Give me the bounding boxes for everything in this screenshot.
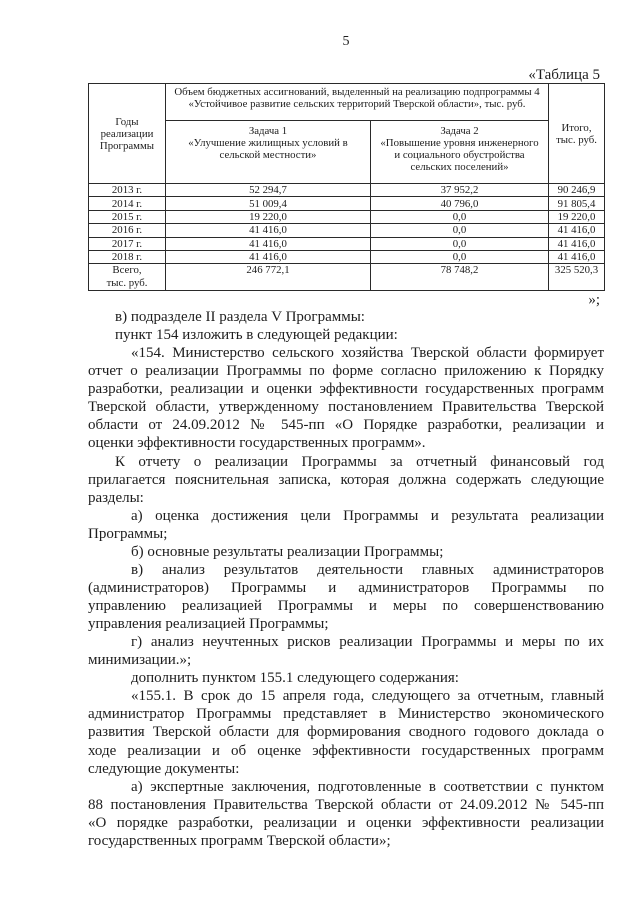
text-line: разделы:: [88, 489, 144, 506]
text-line: Тверской области, утвержденному постановлением Правительства Тверской: [88, 399, 604, 416]
task2-header-line: «Повышение уровня инженерного: [380, 137, 539, 149]
text-line: минимизации.»;: [88, 652, 192, 669]
year-cell: 2015 г.: [89, 210, 166, 223]
task1-header-line: Задача 1: [248, 125, 288, 137]
text-line: ходе реализации и об оценке эффективности государственных программ: [88, 742, 604, 759]
budget-header-cell: [166, 84, 549, 121]
table-row: [89, 237, 605, 250]
table-row: [89, 197, 605, 210]
table-row: [89, 184, 605, 197]
table-closing-quote: »;: [588, 292, 600, 308]
paragraph: [88, 778, 604, 850]
task1-header-line: «Улучшение жилищных условий в: [188, 137, 348, 149]
total-value: 90 246,9: [549, 184, 605, 197]
grand-total-task1: 246 772,1: [166, 264, 371, 291]
paragraph: [88, 543, 604, 561]
text-line: г) анализ неучтенных рисков реализации Программы и меры по их: [131, 634, 604, 651]
table-row: [89, 250, 605, 263]
task1-value: 52 294,7: [166, 184, 371, 197]
text-line: пункт 154 изложить в следующей редакции:: [115, 327, 398, 344]
task1-value: 19 220,0: [166, 210, 371, 223]
years-header-line: Программы: [99, 139, 155, 152]
text-line: администратор Программы представляет в Министерство экономического: [88, 706, 604, 723]
years-header-cell: [89, 84, 166, 184]
table-caption: «Таблица 5: [528, 67, 600, 83]
year-cell: 2017 г.: [89, 237, 166, 250]
text-line: отчет о реализации Программы по форме согласно приложению к Порядку: [88, 363, 604, 380]
total-value: 19 220,0: [549, 210, 605, 223]
text-line: развития Тверской области для формирования сводного годового доклада о: [88, 724, 604, 741]
task1-value: 41 416,0: [166, 224, 371, 237]
total-value: 41 416,0: [549, 224, 605, 237]
task1-header-cell: [166, 121, 371, 184]
grand-total-label-cell: [89, 264, 166, 291]
text-line: дополнить пунктом 155.1 следующего содержания:: [131, 670, 459, 687]
total-header-line: Итого,: [561, 121, 592, 134]
text-line: оценки эффективности государственных программ».: [88, 435, 426, 452]
text-line: прилагается пояснительная записка, которая должна содержать следующие: [88, 471, 604, 488]
text-line: «155.1. В срок до 15 апреля года, следующего за отчетным, главный: [131, 688, 604, 705]
task2-header-line: Задача 2: [440, 125, 479, 137]
text-line: государственных программ Тверской области»;: [88, 832, 391, 849]
task2-header-line: сельских поселений»: [410, 161, 509, 173]
text-line: (администраторов) Программы и администраторов Программы по: [88, 579, 604, 596]
paragraph: [88, 326, 604, 344]
budget-header-line: «Устойчивое развитие сельских территорий Тверской области», тыс. руб.: [188, 98, 526, 110]
total-value: 91 805,4: [549, 197, 605, 210]
paragraph: [88, 344, 604, 452]
text-line: Программы;: [88, 525, 168, 542]
text-line: в) подразделе II раздела V Программы:: [115, 309, 365, 325]
text-line: К отчету о реализации Программы за отчетный финансовый год: [115, 453, 604, 470]
task1-header-line: сельской местности»: [219, 149, 317, 161]
table-row: [89, 224, 605, 237]
table-row: [89, 210, 605, 223]
text-line: управления реализацией Программы;: [88, 616, 329, 633]
text-line: области от 24.09.2012 № 545-пп «О Порядке разработки, реализации и: [88, 417, 604, 434]
paragraph: [88, 633, 604, 669]
paragraph: [88, 507, 604, 543]
grand-total-label-line: Всего,: [112, 264, 142, 277]
years-header-line: реализации: [100, 127, 154, 140]
task2-value: 0,0: [371, 237, 549, 250]
text-line: «О порядке разработки, реализации и оценки эффективности реализации: [88, 814, 604, 831]
budget-header-line: Объем бюджетных ассигнований, выделенный на реализацию подпрограммы 4: [174, 86, 540, 98]
text-line: следующие документы:: [88, 760, 240, 777]
text-line: 88 постановления Правительства Тверской области от 24.09.2012 № 545-пп: [88, 796, 604, 813]
task2-value: 0,0: [371, 250, 549, 263]
grand-total-task2: 78 748,2: [371, 264, 549, 291]
grand-total-total: 325 520,3: [549, 264, 605, 291]
text-line: «154. Министерство сельского хозяйства Тверской области формирует: [131, 345, 604, 362]
document-body: [88, 308, 604, 850]
year-cell: 2013 г.: [89, 184, 166, 197]
year-cell: 2014 г.: [89, 197, 166, 210]
task1-value: 41 416,0: [166, 237, 371, 250]
table-subheader-row: [89, 121, 605, 184]
task2-value: 0,0: [371, 210, 549, 223]
paragraph: [88, 669, 604, 687]
paragraph: [88, 561, 604, 633]
task1-value: 51 009,4: [166, 197, 371, 210]
page-number: 5: [342, 34, 350, 49]
years-header-line: Годы: [115, 115, 139, 128]
total-header-line: тыс. руб.: [556, 133, 597, 146]
text-line: б) основные результаты реализации Программы;: [131, 543, 444, 560]
text-line: а) оценка достижения цели Программы и результата реализации: [131, 507, 604, 524]
year-cell: 2016 г.: [89, 224, 166, 237]
text-line: управлению реализацией Программы и меры по совершенствованию: [88, 598, 604, 614]
year-cell: 2018 г.: [89, 250, 166, 263]
task2-value: 37 952,2: [371, 184, 549, 197]
total-value: 41 416,0: [549, 250, 605, 263]
paragraph: [88, 687, 604, 777]
task2-value: 40 796,0: [371, 197, 549, 210]
text-line: разработки, реализации и оценки эффективности государственных программ: [88, 381, 604, 398]
task2-value: 0,0: [371, 224, 549, 237]
total-header-cell: [549, 84, 605, 184]
text-line: в) анализ результатов деятельности главных администраторов: [131, 561, 604, 578]
total-value: 41 416,0: [549, 237, 605, 250]
table-total-row: [89, 264, 605, 291]
task2-header-cell: [371, 121, 549, 184]
budget-table: [88, 83, 605, 291]
grand-total-label-line: тыс. руб.: [106, 277, 148, 290]
table-header-row: [89, 84, 605, 121]
task1-value: 41 416,0: [166, 250, 371, 263]
paragraph: [88, 308, 604, 326]
paragraph: [88, 453, 604, 507]
task2-header-line: и социального обустройства: [394, 149, 525, 161]
text-line: а) экспертные заключения, подготовленные в соответствии с пунктом: [131, 778, 604, 795]
